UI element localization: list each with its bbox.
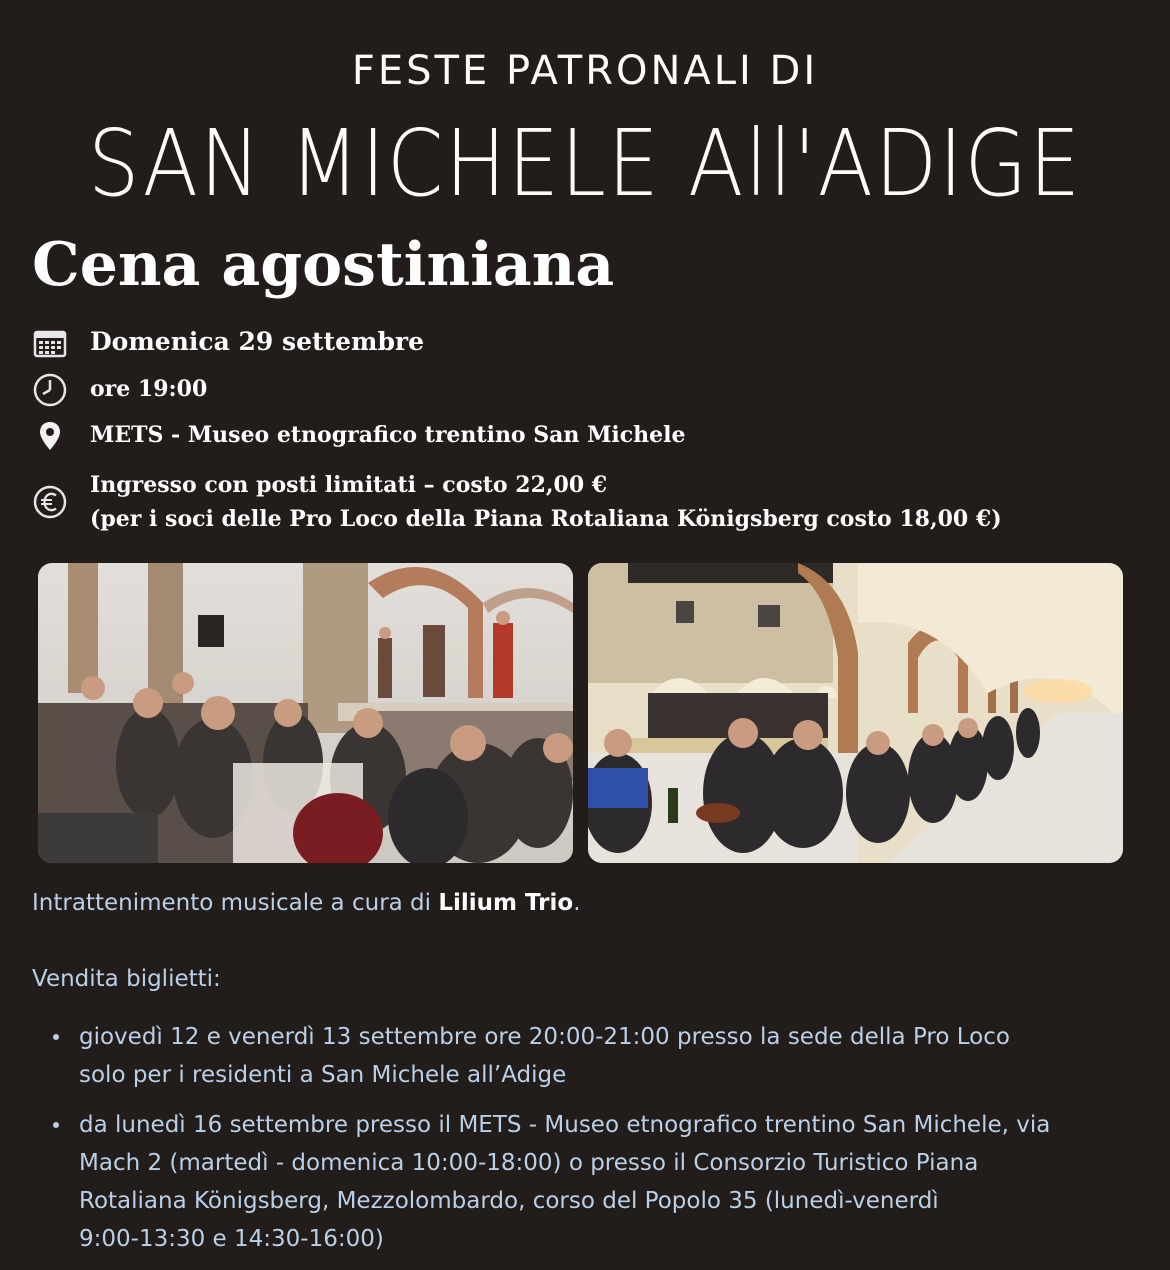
event-price-members: (per i soci delle Pro Loco della Piana Rotaliana Königsberg costo 18,00 €) [90, 506, 1002, 532]
entertainment-suffix: . [573, 890, 581, 916]
entertainment-prefix: Intrattenimento musicale a cura di [32, 890, 439, 916]
event-photo-dinner-hall [588, 563, 1123, 863]
tickets-list [50, 1018, 1130, 1270]
list-item-line: 9:00-13:30 e 14:30-16:00) [79, 1226, 384, 1252]
band-name: Lilium Trio [438, 890, 574, 916]
event-price-row [32, 468, 1002, 536]
list-item-line: solo per i residenti a San Michele all’Adige [79, 1062, 567, 1088]
event-time: ore 19:00 [90, 376, 208, 402]
event-photo-dinner-stage [38, 563, 573, 863]
euro-icon [32, 484, 68, 520]
tickets-heading: Vendita biglietti: [32, 966, 221, 992]
list-item-line: Mach 2 (martedì - domenica 10:00-18:00) o presso il Consorzio Turistico Piana [79, 1150, 979, 1176]
list-item-line: giovedì 12 e venerdì 13 settembre ore 20:00-21:00 presso la sede della Pro Loco [79, 1024, 1010, 1050]
entertainment-text [32, 890, 581, 916]
map-pin-icon [32, 418, 68, 454]
festival-title: SAN MICHELE All'ADIGE [88, 110, 1082, 217]
event-price-main: Ingresso con posti limitati – costo 22,00 € [90, 472, 608, 498]
festival-subtitle: FESTE PATRONALI DI [351, 48, 819, 94]
event-date: Domenica 29 settembre [90, 327, 424, 356]
event-title: Cena agostiniana [32, 230, 615, 300]
event-location-row [32, 418, 686, 454]
event-date-row [32, 325, 424, 361]
event-time-row [32, 372, 207, 408]
calendar-icon [32, 325, 68, 361]
list-item-line: da lunedì 16 settembre presso il METS - Museo etnografico trentino San Michele, via [79, 1112, 1051, 1138]
event-location: METS - Museo etnografico trentino San Michele [90, 422, 686, 448]
list-item-line: Rotaliana Königsberg, Mezzolombardo, corso del Popolo 35 (lunedì-venerdì [79, 1188, 939, 1214]
event-price [90, 468, 1002, 536]
list-item [50, 1018, 1130, 1094]
clock-icon [32, 372, 68, 408]
list-item [50, 1106, 1130, 1258]
